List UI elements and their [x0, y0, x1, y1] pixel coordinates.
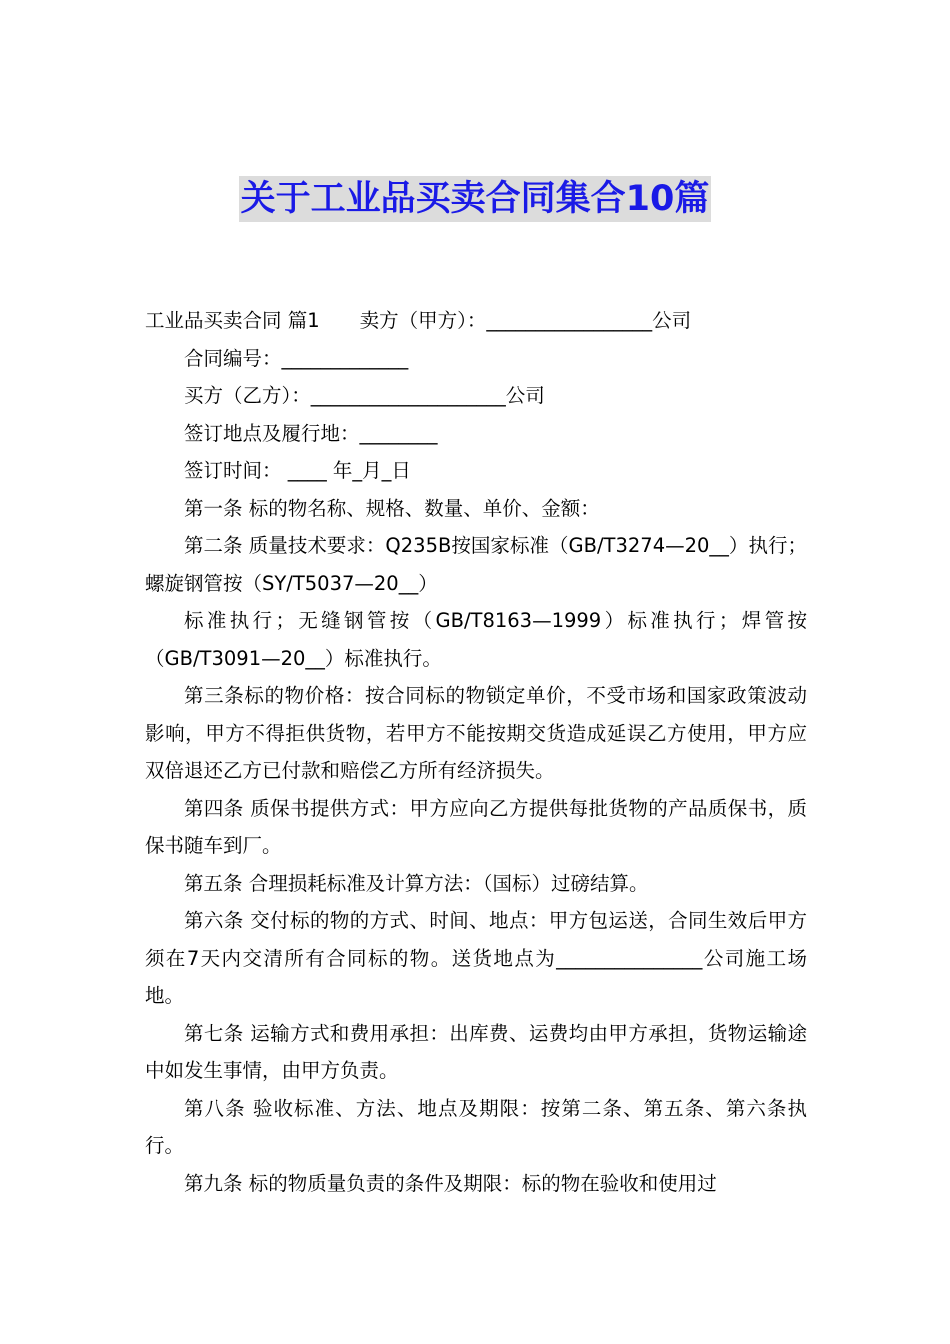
paragraph-article-3: 第三条标的物价格：按合同标的物锁定单价，不受市场和国家政策波动影响，甲方不得拒供货物，若甲方不能按期交货造成延误乙方使用，甲方应双倍退还乙方已付款和赔偿乙方所有经济损失。 — [145, 684, 807, 782]
paragraph-contract-no: 合同编号：_____________ — [184, 346, 409, 370]
paragraph-intro — [145, 302, 807, 340]
intro-label: 工业品买卖合同 篇1 — [145, 309, 320, 332]
paragraph-date: 签订时间： ____ 年_月_日 — [184, 459, 411, 482]
seller-line: 卖方（甲方）：_________________公司 — [359, 309, 692, 332]
paragraph-article-7: 第七条 运输方式和费用承担：出库费、运费均由甲方承担，货物运输途中如发生事情，由甲方负责。 — [145, 1021, 807, 1082]
document-title: 关于工业品买卖合同集合10篇 — [239, 176, 712, 222]
paragraph-article-9: 第九条 标的物质量负责的条件及期限：标的物在验收和使用过 — [184, 1171, 717, 1195]
paragraph-article-2-cont: 标准执行；无缝钢管按（GB/T8163—1999）标准执行；焊管按（GB/T3091—20__）标准执行。 — [145, 609, 807, 670]
paragraph-buyer: 买方（乙方）：____________________公司 — [184, 384, 545, 407]
paragraph-place: 签订地点及履行地：________ — [184, 421, 438, 445]
title-container — [0, 176, 950, 222]
paragraph-article-8: 第八条 验收标准、方法、地点及期限：按第二条、第五条、第六条执行。 — [145, 1096, 807, 1157]
document-body — [145, 302, 807, 1202]
paragraph-article-2: 第二条 质量技术要求：Q235B按国家标准（GB/T3274—20__）执行；螺旋钢管按（SY/T5037—20__） — [145, 534, 807, 595]
paragraph-article-4: 第四条 质保书提供方式：甲方应向乙方提供每批货物的产品质保书，质保书随车到厂。 — [145, 796, 807, 857]
paragraph-article-5: 第五条 合理损耗标准及计算方法：（国标）过磅结算。 — [184, 871, 649, 895]
paragraph-article-1: 第一条 标的物名称、规格、数量、单价、金额： — [184, 496, 600, 520]
paragraph-article-6: 第六条 交付标的物的方式、时间、地点：甲方包运送，合同生效后甲方须在7天内交清所有合同标的物。送货地点为_______________公司施工场地。 — [145, 909, 807, 1007]
